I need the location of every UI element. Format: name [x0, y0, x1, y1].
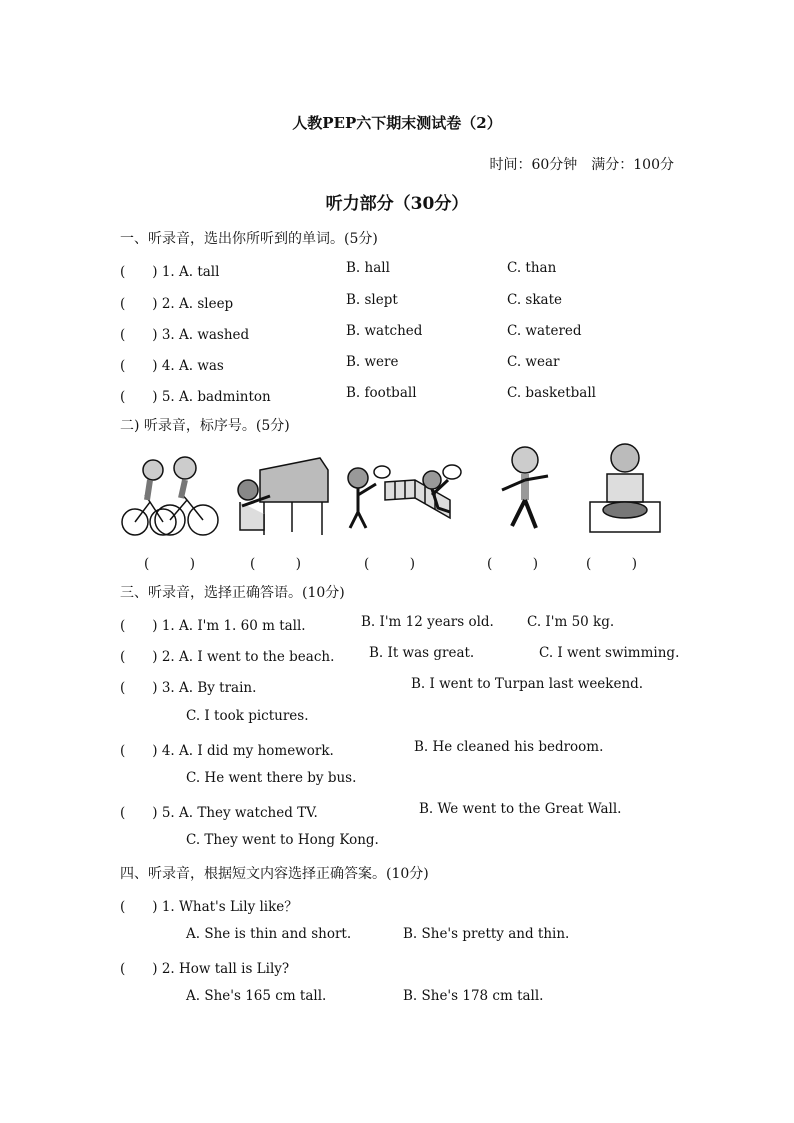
- s1-q2-c: C. skate: [507, 292, 563, 308]
- s1-q5-a: ( ) 5. A. badminton: [120, 389, 271, 405]
- children-playing-badminton-picture: [348, 465, 461, 528]
- s1-q4-b: B. were: [346, 354, 399, 370]
- s3-q1-a: ( ) 1. A. I'm 1. 60 m tall.: [120, 618, 306, 634]
- listening-part-title: 听力部分（30分）: [325, 194, 469, 214]
- s3-q1-c: C. I'm 50 kg.: [527, 614, 615, 630]
- girl-playing-piano-picture: [238, 458, 328, 535]
- s4-q2-a: A. She's 165 cm tall.: [186, 988, 327, 1004]
- s3-q3-c: C. I took pictures.: [186, 708, 309, 724]
- exam-title: 人教PEP六下期末测试卷（2）: [292, 114, 502, 132]
- s4-q1-question: ( ) 1. What's Lily like？: [120, 899, 298, 915]
- s1-q5-c: C. basketball: [507, 385, 596, 401]
- s3-q3-a: ( ) 3. A. By train.: [120, 680, 257, 696]
- section-1-heading: 一、听录音，选出你所听到的单词。(5分): [120, 231, 378, 247]
- s1-q4-a: ( ) 4. A. was: [120, 358, 224, 374]
- s3-q4-b: B. He cleaned his bedroom.: [414, 739, 604, 755]
- s1-q2-a: ( ) 2. A. sleep: [120, 296, 234, 312]
- s3-q2-c: C. I went swimming.: [539, 645, 680, 661]
- s3-q2-a: ( ) 2. A. I went to the beach.: [120, 649, 335, 665]
- section-2-heading: 二) 听录音，标序号。(5分): [120, 418, 290, 434]
- s3-q1-b: B. I'm 12 years old.: [361, 614, 494, 630]
- s1-q3-a: ( ) 3. A. washed: [120, 327, 250, 343]
- picture-2-blank[interactable]: ( ): [250, 556, 302, 572]
- s4-q2-question: ( ) 2. How tall is Lily?: [120, 961, 290, 977]
- section-2-pictures: [115, 440, 675, 540]
- picture-5-blank[interactable]: ( ): [586, 556, 638, 572]
- s4-q2-b: B. She's 178 cm tall.: [403, 988, 544, 1004]
- picture-3-blank[interactable]: ( ): [364, 556, 416, 572]
- cycling-children-picture: [122, 457, 218, 535]
- boy-walking-picture: [502, 447, 548, 528]
- exam-time-score: 时间：60分钟 满分：100分: [489, 157, 674, 173]
- s1-q1-b: B. hall: [346, 260, 390, 276]
- s3-q2-b: B. It was great.: [369, 645, 475, 661]
- s1-q5-b: B. football: [346, 385, 417, 401]
- s3-q4-a: ( ) 4. A. I did my homework.: [120, 743, 334, 759]
- s3-q3-b: B. I went to Turpan last weekend.: [411, 676, 644, 692]
- section-3-heading: 三、听录音，选择正确答语。(10分): [120, 585, 345, 601]
- s4-q1-b: B. She's pretty and thin.: [403, 926, 570, 942]
- picture-1-blank[interactable]: ( ): [144, 556, 196, 572]
- s4-q1-a: A. She is thin and short.: [186, 926, 352, 942]
- s1-q1-c: C. than: [507, 260, 557, 276]
- s3-q4-c: C. He went there by bus.: [186, 770, 357, 786]
- s3-q5-c: C. They went to Hong Kong.: [186, 832, 379, 848]
- s1-q2-b: B. slept: [346, 292, 398, 308]
- s1-q1-a: ( ) 1. A. tall: [120, 264, 220, 280]
- s1-q3-c: C. watered: [507, 323, 582, 339]
- boy-cooking-picture: [590, 444, 660, 532]
- s3-q5-a: ( ) 5. A. They watched TV.: [120, 805, 318, 821]
- s1-q3-b: B. watched: [346, 323, 423, 339]
- section-4-heading: 四、听录音，根据短文内容选择正确答案。(10分): [120, 866, 429, 882]
- s1-q4-c: C. wear: [507, 354, 560, 370]
- s3-q5-b: B. We went to the Great Wall.: [419, 801, 622, 817]
- picture-4-blank[interactable]: ( ): [487, 556, 539, 572]
